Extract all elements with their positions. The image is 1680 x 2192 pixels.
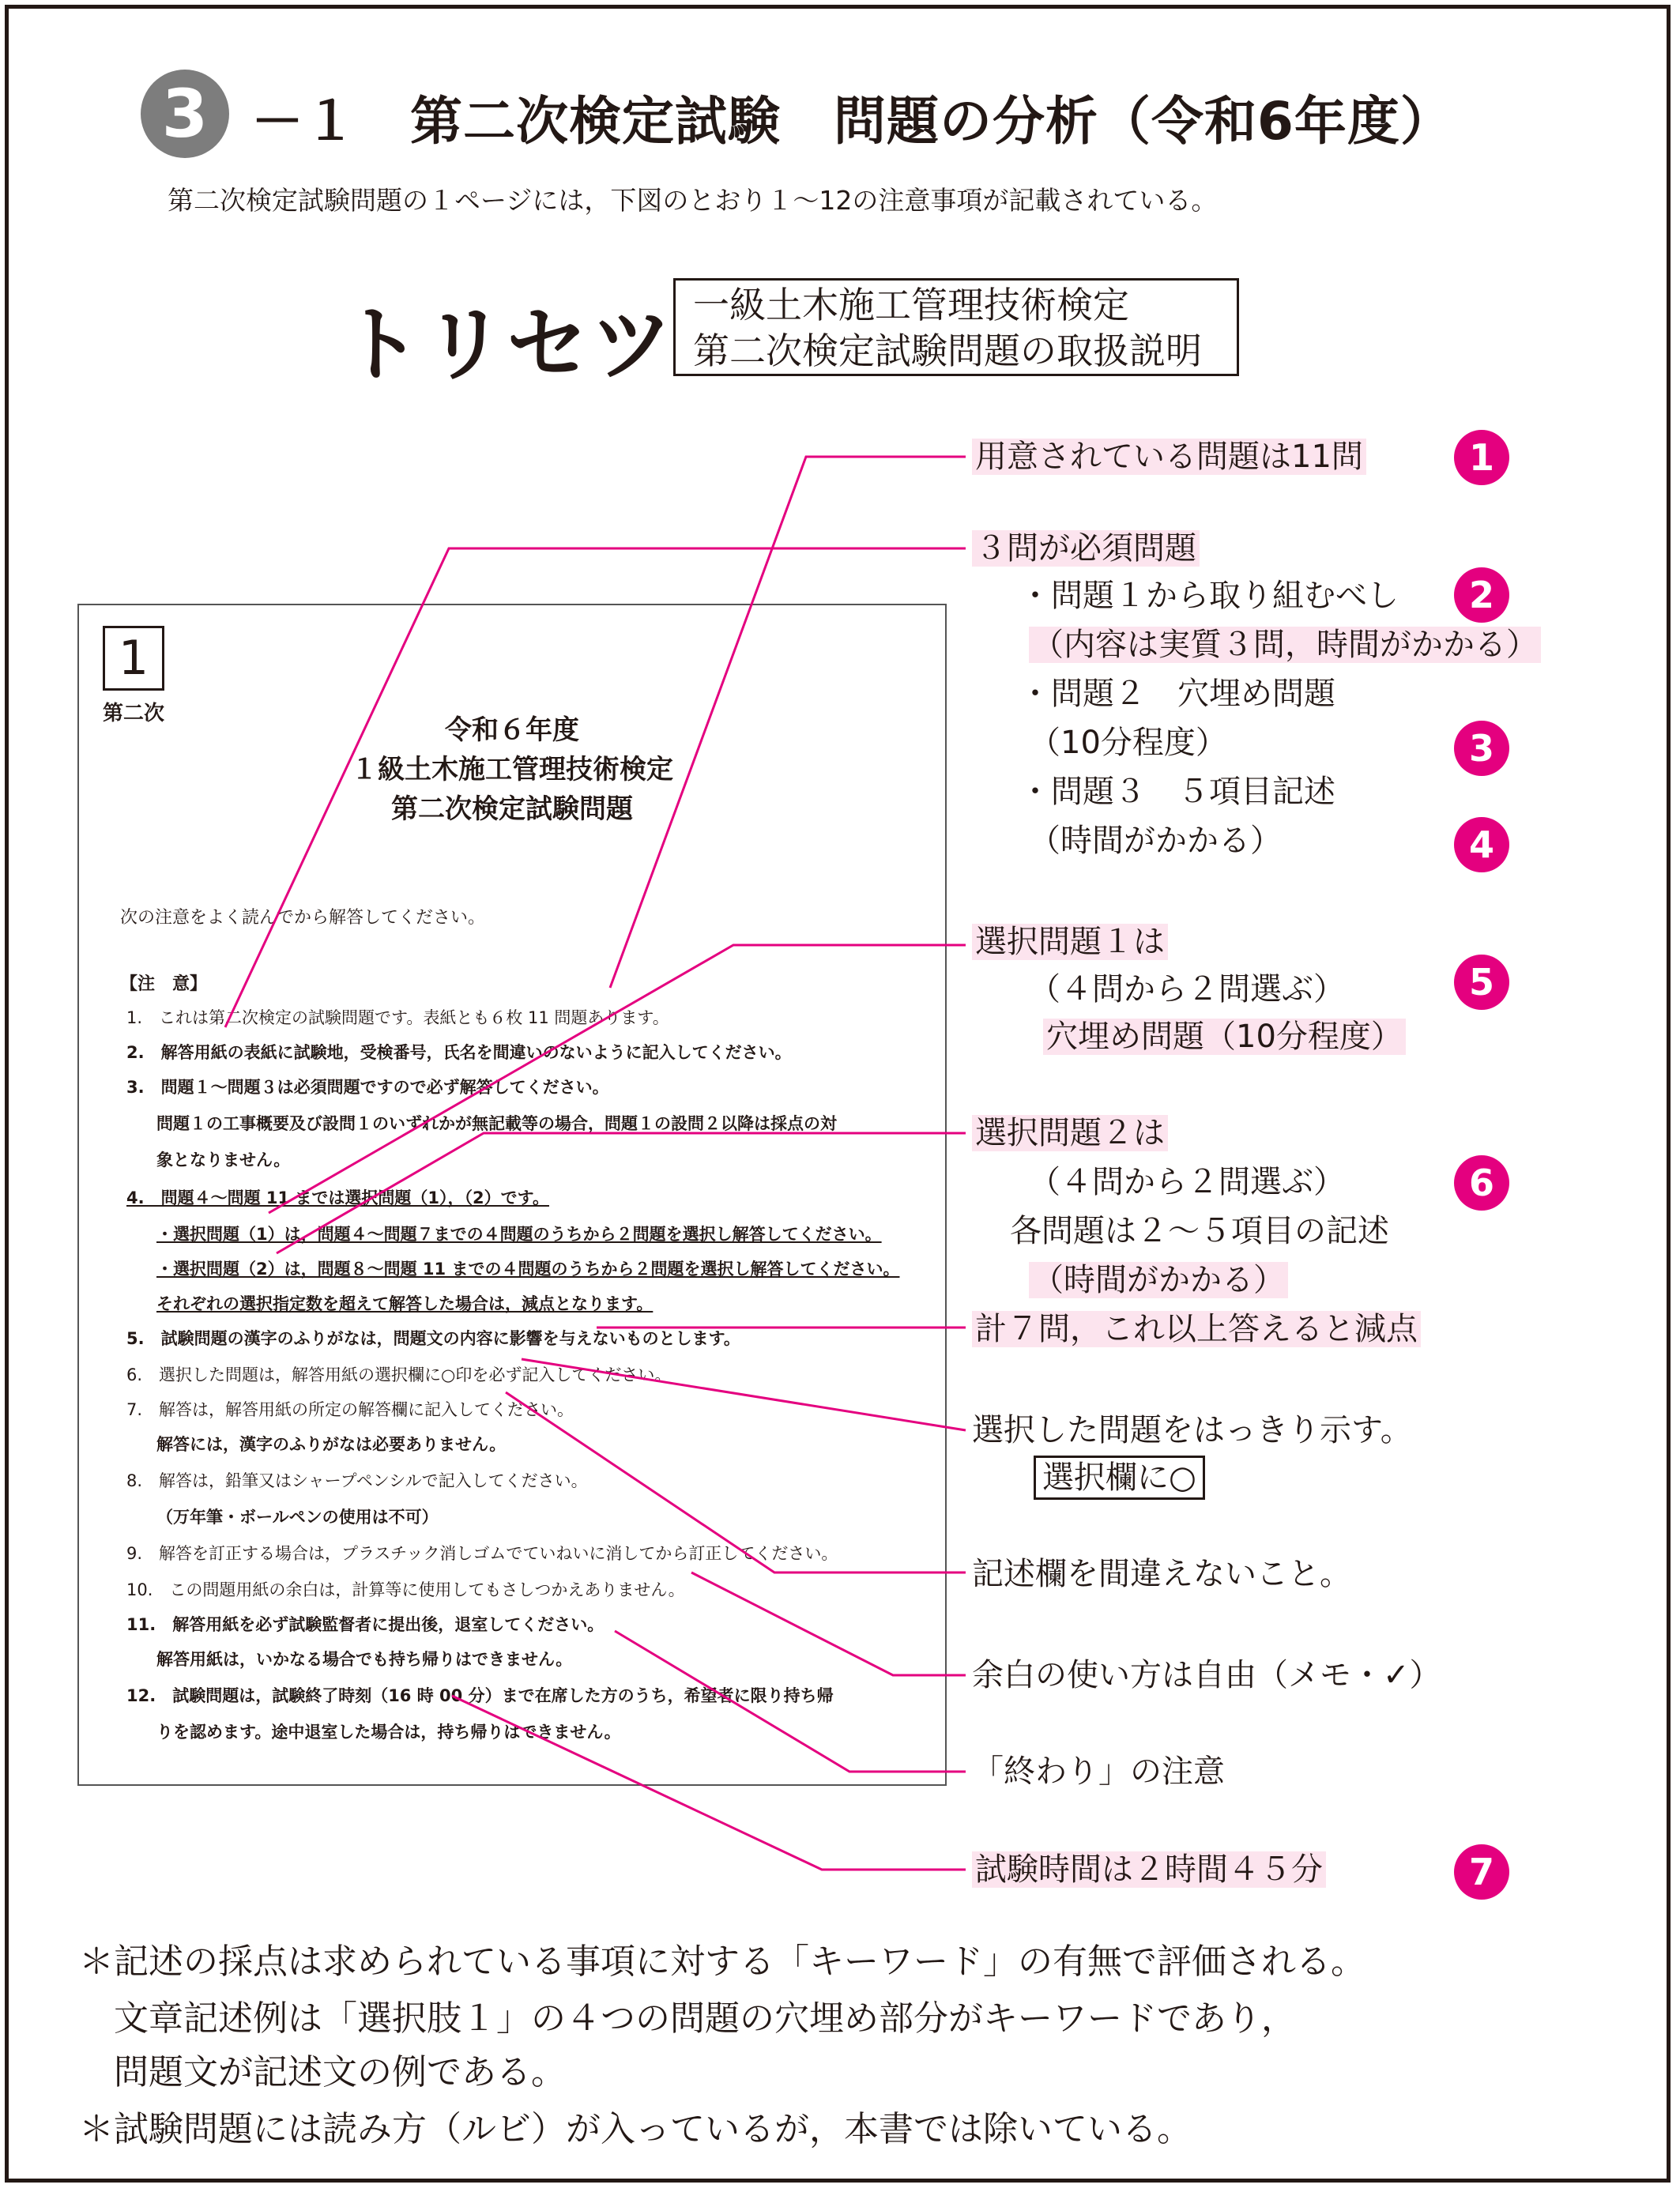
connector-line	[610, 457, 966, 988]
badge-7: 7	[1454, 1844, 1509, 1900]
annotation-mark-selection-box: 選択欄に○	[1034, 1456, 1205, 1500]
exam-note: 解答用紙は，いかなる場合でも持ち帰りはできません。	[156, 1650, 573, 1669]
exam-title-line2: １級土木施工管理技術検定	[351, 754, 673, 785]
annotation-required-item2-sub: （10分程度）	[1029, 725, 1227, 761]
annotation-selection1-sub2: 穴埋め問題（10分程度）	[1043, 1016, 1406, 1057]
annotation-required-title: ３問が必須問題	[972, 528, 1200, 569]
annotation-required-item1-sub: （内容は実質３問，時間がかかる）	[1029, 624, 1541, 665]
footnote-line3: 問題文が記述文の例である。	[114, 2052, 566, 2092]
connector-line	[277, 1133, 966, 1253]
exam-title-line3: 第二次検定試験問題	[391, 793, 633, 825]
annotation-selection1-sub1: （４問から２問選ぶ）	[1029, 971, 1345, 1007]
exam-note: 5. 試験問題の漢字のふりがなは，問題文の内容に影響を与えないものとします。	[126, 1329, 740, 1348]
annotation-11-problems: 用意されている問題は11問	[972, 436, 1366, 477]
exam-note: 8. 解答は，鉛筆又はシャープペンシルで記入してください。	[126, 1471, 588, 1490]
exam-note: 1. これは第二次検定の試験問題です。表紙とも６枚 11 問題あります。	[126, 1008, 669, 1027]
page-subtitle: 第二次検定試験問題の１ページには，下図のとおり１～12の注意事項が記載されている。	[168, 185, 1218, 216]
exam-page-label: 第二次	[103, 702, 165, 725]
exam-note: りを認めます。途中退室した場合は，持ち帰りはできません。	[156, 1723, 621, 1742]
exam-note: 4. 問題４～問題 11 までは選択問題（1），（2）です。	[126, 1188, 549, 1207]
footnote-line4: ＊試験問題には読み方（ルビ）が入っているが，本書では除いている。	[79, 2109, 1192, 2149]
annotation-exam-time: 試験時間は２時間４５分	[972, 1849, 1326, 1890]
annotation-required-item3: ・問題３ ５項目記述	[1019, 774, 1335, 810]
section-number-badge: 3	[141, 70, 229, 158]
exam-note: 問題１の工事概要及び設問１のいずれかが無記載等の場合，問題１の設問２以降は採点の対	[156, 1114, 837, 1133]
footnote-line2: 文章記述例は「選択肢１」の４つの問題の穴埋め部分がキーワードであり，	[114, 1998, 1296, 2039]
annotation-penalty: 計７問，これ以上答えると減点	[972, 1309, 1421, 1350]
footnote-line1: ＊記述の採点は求められている事項に対する「キーワード」の有無で評価される。	[79, 1942, 1365, 1982]
annotation-required-item2: ・問題２ 穴埋め問題	[1019, 676, 1335, 712]
exam-note: ・選択問題（2）は，問題８～問題 11 までの４問題のうちから２問題を選択し解答してください。	[156, 1260, 900, 1279]
badge-3: 3	[1454, 721, 1509, 776]
exam-note: 10. この問題用紙の余白は，計算等に使用してもさしつかえありません。	[126, 1580, 685, 1599]
exam-note: 象となりません。	[156, 1151, 291, 1169]
badge-1: 1	[1454, 430, 1509, 485]
exam-intro: 次の注意をよく読んでから解答してください。	[120, 908, 486, 928]
annotation-selection2-title: 選択問題２は	[972, 1113, 1168, 1154]
badge-6: 6	[1454, 1155, 1509, 1211]
connector-line	[225, 548, 966, 1027]
connector-line	[615, 1631, 966, 1772]
annotation-selection1-title: 選択問題１は	[972, 921, 1168, 962]
connector-line	[522, 1359, 966, 1430]
page-title: －１ 第二次検定試験 問題の分析（令和6年度）	[251, 91, 1453, 152]
torisetsu-label: トリセツ	[340, 296, 674, 393]
annotation-selection2-sub3: （時間がかかる）	[1029, 1260, 1288, 1301]
connector-line	[269, 945, 966, 1213]
exam-note: （万年筆・ボールペンの使用は不可）	[156, 1508, 439, 1527]
exam-note: 9. 解答を訂正する場合は，プラスチック消しゴムでていねいに消してから訂正してください。	[126, 1544, 838, 1563]
badge-2: 2	[1454, 567, 1509, 623]
exam-note: 12. 試験問題は，試験終了時刻（16 時 00 分）まで在席した方のうち，希望者に限り持ち帰	[126, 1686, 834, 1705]
annotation-end-notice: 「終わり」の注意	[972, 1753, 1225, 1790]
exam-note: 3. 問題１～問題３は必須問題ですので必ず解答してください。	[126, 1078, 609, 1097]
exam-note: 7. 解答は，解答用紙の所定の解答欄に記入してください。	[126, 1400, 574, 1419]
exam-note: 解答には，漢字のふりがなは必要ありません。	[156, 1435, 507, 1454]
exam-note: 6. 選択した問題は，解答用紙の選択欄に○印を必ず記入してください。	[126, 1365, 672, 1384]
connector-line	[452, 1696, 966, 1870]
badge-4: 4	[1454, 817, 1509, 872]
badge-5: 5	[1454, 955, 1509, 1010]
annotation-mark-selection: 選択した問題をはっきり示す。	[972, 1412, 1412, 1448]
torisetsu-box-line2: 第二次検定試験問題の取扱説明	[693, 330, 1202, 372]
exam-note: 11. 解答用紙を必ず試験監督者に提出後，退室してください。	[126, 1615, 605, 1634]
annotation-selection2-sub1: （４問から２問選ぶ）	[1029, 1164, 1345, 1200]
exam-note: 2. 解答用紙の表紙に試験地，受検番号，氏名を間違いのないように記入してください。	[126, 1043, 792, 1062]
annotation-required-item1: ・問題１から取り組むべし	[1019, 578, 1399, 614]
exam-title-line1: 令和６年度	[445, 714, 579, 746]
connector-line	[691, 1572, 966, 1675]
annotation-selection2-sub2: 各問題は２～５項目の記述	[1010, 1213, 1389, 1249]
annotation-answer-field: 記述欄を間違えないこと。	[972, 1556, 1351, 1592]
torisetsu-box-line1: 一級土木施工管理技術検定	[693, 284, 1129, 326]
exam-page-number: 1	[103, 626, 164, 691]
exam-notes-header: 【注 意】	[120, 974, 208, 994]
exam-note: ・選択問題（1）は，問題４～問題７までの４問題のうちから２問題を選択し解答してください。	[156, 1225, 882, 1244]
annotation-margin-use: 余白の使い方は自由（メモ・✓）	[972, 1657, 1441, 1693]
annotation-required-item3-sub: （時間がかかる）	[1029, 823, 1282, 859]
exam-note: それぞれの選択指定数を超えて解答した場合は，減点となります。	[156, 1294, 654, 1313]
